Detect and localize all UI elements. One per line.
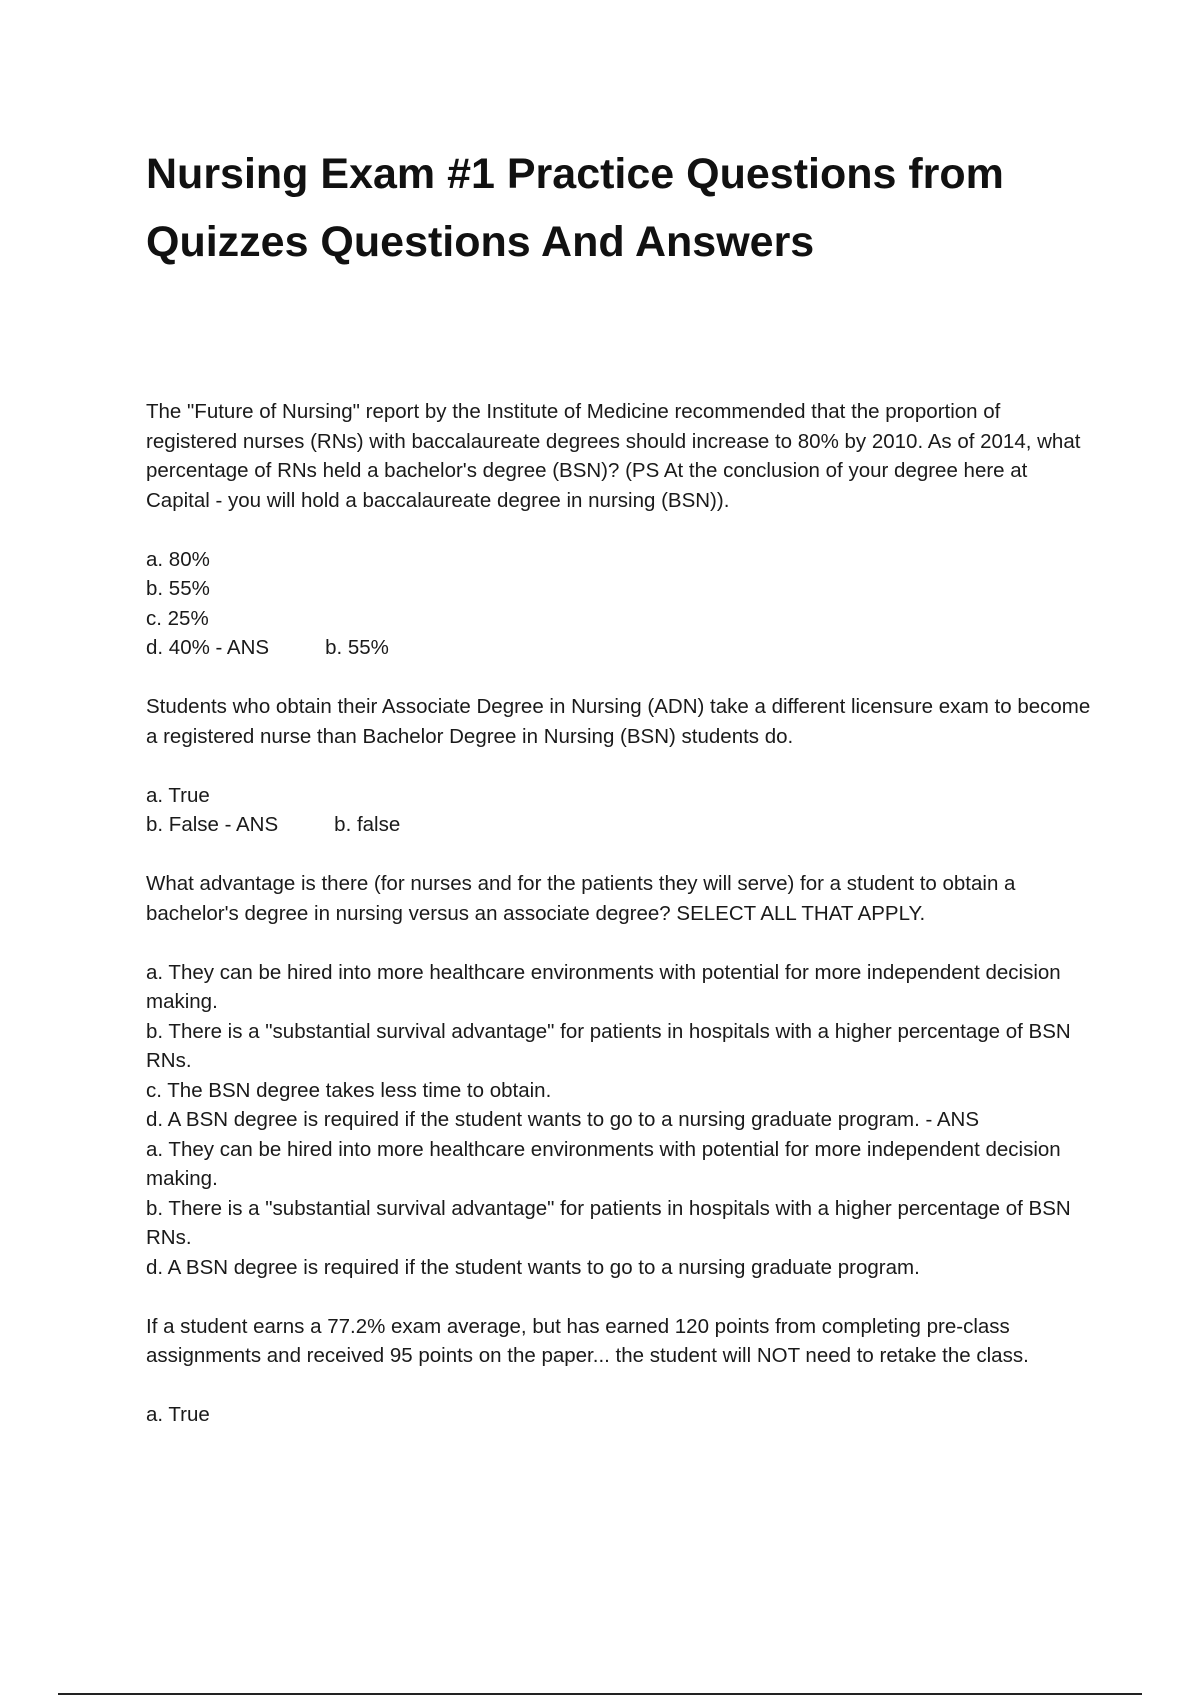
question-4-option-a: a. True (146, 1403, 210, 1426)
question-1-options (146, 545, 1096, 663)
question-2-option-b-with-answer (146, 810, 1096, 840)
question-3-prompt: What advantage is there (for nurses and for the patients they will serve) for a student to obtain a bachelor's degree in nursing versus an associate degree? SELECT ALL THAT APPLY. (146, 872, 1016, 925)
question-1-option-a: a. 80% (146, 547, 210, 571)
question-3-option-b: b. There is a "substantial survival advantage" for patients in hospitals with a higher percentage of BSN RNs. (146, 1019, 1071, 1072)
question-3-answer-b: b. There is a "substantial survival advantage" for patients in hospitals with a higher percentage of BSN RNs. (146, 1196, 1071, 1249)
document-body (146, 397, 1096, 1430)
question-3-options (146, 958, 1096, 1283)
question-3-option-c: c. The BSN degree takes less time to obtain. (146, 1078, 552, 1102)
question-1-option-d: d. 40% - ANS (146, 636, 270, 659)
question-2-answer: b. false (334, 813, 401, 836)
question-2-options (146, 781, 1096, 840)
question-4-prompt: If a student earns a 77.2% exam average, but has earned 120 points from completing pre-class assignments and received 95 points on the paper... the student will NOT need to retake the class. (146, 1314, 1029, 1367)
question-3-option-d: d. A BSN degree is required if the student wants to go to a nursing graduate program. - ANS (146, 1108, 980, 1131)
footer-divider (58, 1693, 1142, 1695)
question-1-option-c: c. 25% (146, 606, 209, 630)
question-1-option-d-with-answer (146, 633, 1096, 663)
question-1-answer: b. 55% (325, 636, 389, 659)
question-2-option-a: a. True (146, 783, 210, 807)
question-1-prompt: The "Future of Nursing" report by the Institute of Medicine recommended that the proportion of registered nurses (RNs) with baccalaureate degrees should increase to 80% by 2010. As of 2014, what percentage of RNs held a bachelor's degree (BSN)? (PS At the conclusion of your degree here at Capital - you will hold a baccalaureate degree in nursing (BSN)). (146, 400, 1081, 512)
question-2-prompt: Students who obtain their Associate Degree in Nursing (ADN) take a different licensure exam to become a registered nurse than Bachelor Degree in Nursing (BSN) students do. (146, 695, 1091, 748)
question-1-option-b: b. 55% (146, 577, 210, 600)
question-3-answer-d: d. A BSN degree is required if the student wants to go to a nursing graduate program. (146, 1255, 920, 1279)
question-2-option-b: b. False - ANS (146, 813, 279, 836)
question-3-option-a: a. They can be hired into more healthcare environments with potential for more independent decision making. (146, 960, 1061, 1013)
question-3-answer-a: a. They can be hired into more healthcare environments with potential for more independent decision making. (146, 1137, 1061, 1190)
question-4-options (146, 1400, 1096, 1430)
page-title: Nursing Exam #1 Practice Questions from Quizzes Questions And Answers (146, 150, 1004, 266)
